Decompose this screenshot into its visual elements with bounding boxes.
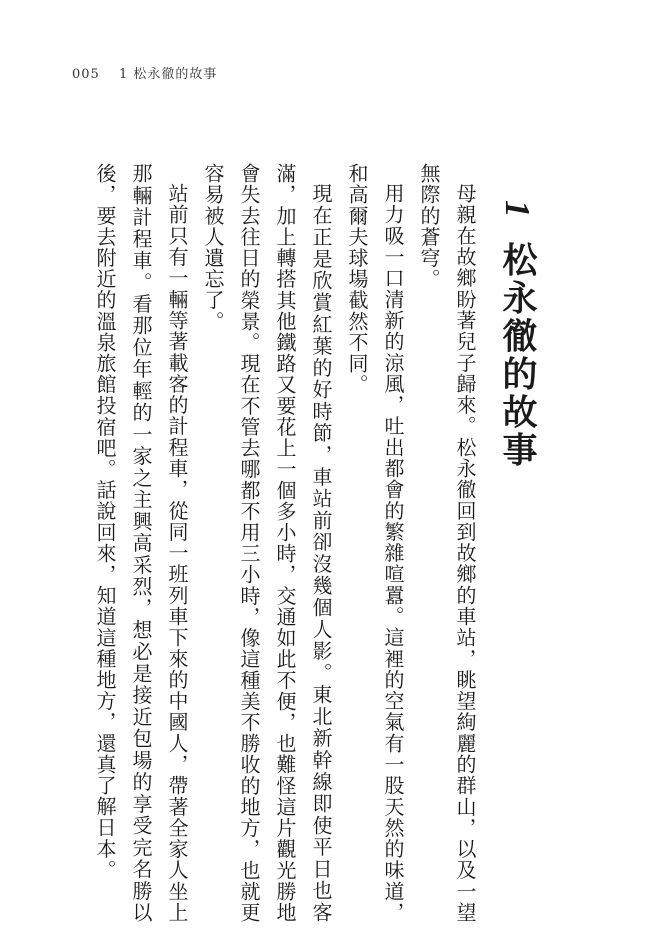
running-header [72, 63, 217, 82]
page-number: 005 [72, 67, 100, 82]
chapter-heading [497, 200, 538, 470]
paragraph: 站前只有一輛等著載客的計程車，從同一班列車下來的中國人，帶著全家人坐上那輛計程車。看那位年輕的一家之主興高采烈，想必是接近包場的享受完名勝以後，要去附近的溫泉旅館投宿吧。話說回來，知道這種地方，還真了解日本。 [93, 163, 189, 923]
chapter-number: 1 [498, 200, 537, 221]
body-text [63, 163, 483, 923]
paragraph: 母親在故鄉盼著兒子歸來。松永徹回到故鄉的車站，眺望絢麗的群山，以及一望無際的蒼穹。 [417, 163, 477, 923]
running-chapter-label: 1 松永徹的故事 [118, 67, 218, 82]
chapter-title: 松永徹的故事 [497, 241, 538, 470]
paragraph: 用力吸一口清新的涼風，吐出都會的繁雜喧囂。這裡的空氣有一股天然的味道，和高爾夫球場截然不同。 [345, 163, 405, 923]
paragraph: 現在正是欣賞紅葉的好時節，車站前卻沒幾個人影。東北新幹線即使平日也客滿，加上轉搭其他鐵路又要花上一個多小時，交通如此不便，也難怪這片觀光勝地會失去往日的榮景。現在不管去哪都不用三小時，像這種美不勝收的地方，也就更容易被人遺忘了。 [201, 163, 333, 923]
